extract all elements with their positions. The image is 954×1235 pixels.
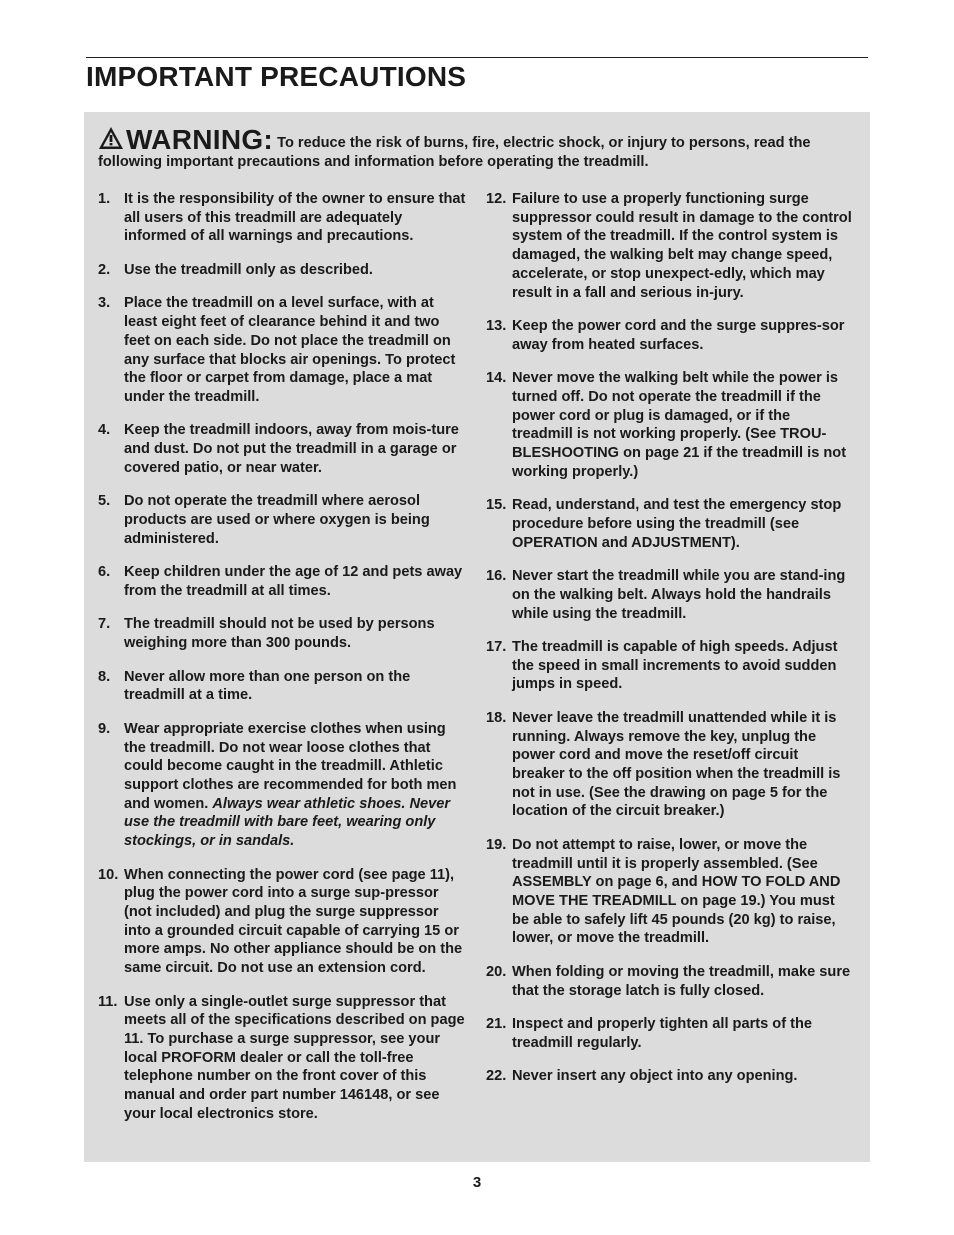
- precaution-text: Use only a single-outlet surge suppressor that meets all of the specifications described on page 11. To purchase a surge suppressor, see your local PROFORM dealer or call the toll-free telephone number on the front cover of this manual and order part number 146148, or see your local electronics store.: [124, 993, 465, 1122]
- page-title: IMPORTANT PRECAUTIONS: [86, 61, 467, 92]
- right-column: [486, 190, 854, 1101]
- precaution-text-block: [512, 709, 854, 821]
- precaution-number: 1.: [98, 191, 111, 207]
- precaution-number: 8.: [98, 668, 111, 685]
- precaution-item: [486, 567, 854, 623]
- precaution-text-block: [124, 866, 468, 978]
- precaution-text: The treadmill should not be used by persons weighing more than 300 pounds.: [124, 616, 435, 652]
- precaution-item: [98, 492, 468, 548]
- page-number: 3: [472, 1174, 482, 1191]
- precautions-panel: [84, 112, 870, 1162]
- precaution-item: [98, 261, 468, 280]
- precaution-item: [486, 190, 854, 302]
- precaution-text-block: [512, 190, 854, 302]
- precaution-number: 3.: [98, 295, 111, 312]
- precaution-number: 15.: [486, 497, 507, 514]
- precaution-item: [486, 1015, 854, 1052]
- precaution-number: 2.: [98, 261, 111, 278]
- precaution-item: [486, 1067, 854, 1086]
- precaution-text-block: [512, 836, 854, 948]
- precaution-text-block: [124, 261, 468, 280]
- precaution-text-block: [512, 1015, 854, 1052]
- precaution-item: [98, 421, 468, 477]
- precaution-text: Never leave the treadmill unattended while it is running. Always remove the key, unplug the power cord and move the reset/off circuit breaker to the off position when the treadmill is not in use. (See the drawing on page 5 for the location of the circuit breaker.): [512, 709, 841, 820]
- precaution-number: 16.: [486, 568, 507, 585]
- top-rule: [86, 57, 868, 58]
- precaution-item: [486, 369, 854, 481]
- precaution-number: 21.: [486, 1016, 507, 1033]
- precaution-text-block: [124, 720, 468, 851]
- precaution-text: When connecting the power cord (see page 11), plug the power cord into a surge sup-pressor (not included) and plug the surge suppressor into a grounded circuit capable of carrying 15 or more amps. No other appliance should be on the same circuit. Do not use an extension cord.: [124, 866, 463, 977]
- precaution-item: [98, 190, 468, 246]
- precaution-text-block: [512, 496, 854, 552]
- precaution-item: [486, 709, 854, 821]
- precaution-item: [98, 720, 468, 851]
- precaution-text: Keep the treadmill indoors, away from mois-ture and dust. Do not put the treadmill in a garage or covered patio, or near water.: [124, 422, 459, 476]
- precaution-item: [98, 615, 468, 652]
- warning-text: To reduce the risk of burns, fire, electric shock, or injury to persons, read the following important precautions and information before operating the treadmill.: [98, 135, 811, 170]
- precaution-item: [98, 563, 468, 600]
- precaution-text-block: [512, 1067, 854, 1086]
- precaution-text-block: [124, 190, 468, 246]
- warning-triangle-icon: [98, 126, 124, 150]
- precaution-text: Do not operate the treadmill where aerosol products are used or where oxygen is being administered.: [124, 493, 430, 547]
- warning-statement: [98, 126, 856, 172]
- precaution-item: [486, 638, 854, 694]
- precaution-text-block: [512, 317, 854, 354]
- precaution-text-block: [124, 668, 468, 705]
- precaution-text: Never insert any object into any opening.: [512, 1068, 798, 1085]
- precaution-text-block: [124, 993, 468, 1124]
- precaution-number: 13.: [486, 318, 507, 335]
- precaution-text: Keep children under the age of 12 and pets away from the treadmill at all times.: [124, 564, 463, 599]
- precaution-text-block: [512, 638, 854, 694]
- precaution-text: Read, understand, and test the emergency stop procedure before using the treadmill (see OPERATION and ADJUSTMENT).: [512, 497, 842, 551]
- precaution-item: [98, 668, 468, 705]
- precaution-text-block: [512, 963, 854, 1000]
- precaution-text: Wear appropriate exercise clothes when using the treadmill. Do not wear loose clothes that could become caught in the treadmill. Athletic support clothes are recommended for both men and women.: [124, 720, 457, 812]
- precaution-number: 20.: [486, 963, 507, 980]
- precaution-text-block: [124, 294, 468, 406]
- precaution-text-block: [124, 563, 468, 600]
- precaution-text-block: [512, 369, 854, 481]
- precaution-text: It is the responsibility of the owner to ensure that all users of this treadmill are adequately informed of all warnings and precautions.: [124, 191, 466, 245]
- precaution-text: Failure to use a properly functioning surge suppressor could result in damage to the control system of the treadmill. If the control system is damaged, the walking belt may change speed, accelerate, or stop unexpect-edly, which may result in a fall and serious in-jury.: [512, 191, 852, 301]
- precaution-number: 9.: [98, 720, 111, 737]
- precaution-text: Use the treadmill only as described.: [124, 261, 373, 278]
- precaution-text-block: [124, 615, 468, 652]
- precaution-text-block: [124, 492, 468, 548]
- left-column: [98, 190, 468, 1138]
- precaution-number: 4.: [98, 422, 111, 439]
- precaution-item: [486, 963, 854, 1000]
- precaution-number: 7.: [98, 616, 111, 633]
- precaution-text: The treadmill is capable of high speeds. Adjust the speed in small increments to avoid sudden jumps in speed.: [512, 639, 838, 693]
- precaution-text: Place the treadmill on a level surface, with at least eight feet of clearance behind it and two feet on each side. Do not place the treadmill on any surface that blocks air openings. To protect the floor or carpet from damage, place a mat under the treadmill.: [124, 295, 456, 405]
- precaution-item: [486, 836, 854, 948]
- precaution-emphasis: Always wear athletic shoes. Never use the treadmill with bare feet, wearing only stockings, or in sandals.: [124, 795, 451, 850]
- warning-label: WARNING:: [126, 124, 274, 155]
- precaution-text: Do not attempt to raise, lower, or move the treadmill until it is properly assembled. (See ASSEMBLY on page 6, and HOW TO FOLD AND MOVE THE TREADMILL on page 19.) You must be able to safely lift 45 pounds (20 kg) to raise, lower, or move the treadmill.: [512, 836, 841, 947]
- precaution-number: 17.: [486, 639, 507, 656]
- precaution-number: 11.: [98, 993, 118, 1010]
- precaution-text-block: [124, 421, 468, 477]
- precaution-item: [486, 317, 854, 354]
- precaution-number: 5.: [98, 493, 111, 510]
- precaution-number: 19.: [486, 836, 507, 853]
- precaution-text: When folding or moving the treadmill, make sure that the storage latch is fully closed.: [512, 963, 851, 999]
- precaution-text: Keep the power cord and the surge suppres-sor away from heated surfaces.: [512, 318, 845, 353]
- precaution-number: 18.: [486, 709, 507, 726]
- precaution-text: Never move the walking belt while the power is turned off. Do not operate the treadmill if the power cord or plug is damaged, or if the treadmill is not working properly. (See TROU-BLESHOOTING on page 21 if the treadmill is not working properly.): [512, 370, 847, 480]
- precaution-text: Never allow more than one person on the treadmill at a time.: [124, 668, 411, 704]
- precaution-number: 10.: [98, 866, 119, 883]
- precaution-item: [486, 496, 854, 552]
- precaution-number: 14.: [486, 370, 507, 387]
- precaution-number: 6.: [98, 564, 111, 581]
- precaution-text: Never start the treadmill while you are stand-ing on the walking belt. Always hold the handrails while using the treadmill.: [512, 568, 846, 622]
- precaution-number: 22.: [486, 1068, 507, 1085]
- precaution-text: Inspect and properly tighten all parts of the treadmill regularly.: [512, 1016, 813, 1051]
- precaution-item: [98, 993, 468, 1124]
- precaution-item: [98, 294, 468, 406]
- precaution-item: [98, 866, 468, 978]
- precaution-text-block: [512, 567, 854, 623]
- precaution-number: 12.: [486, 191, 507, 207]
